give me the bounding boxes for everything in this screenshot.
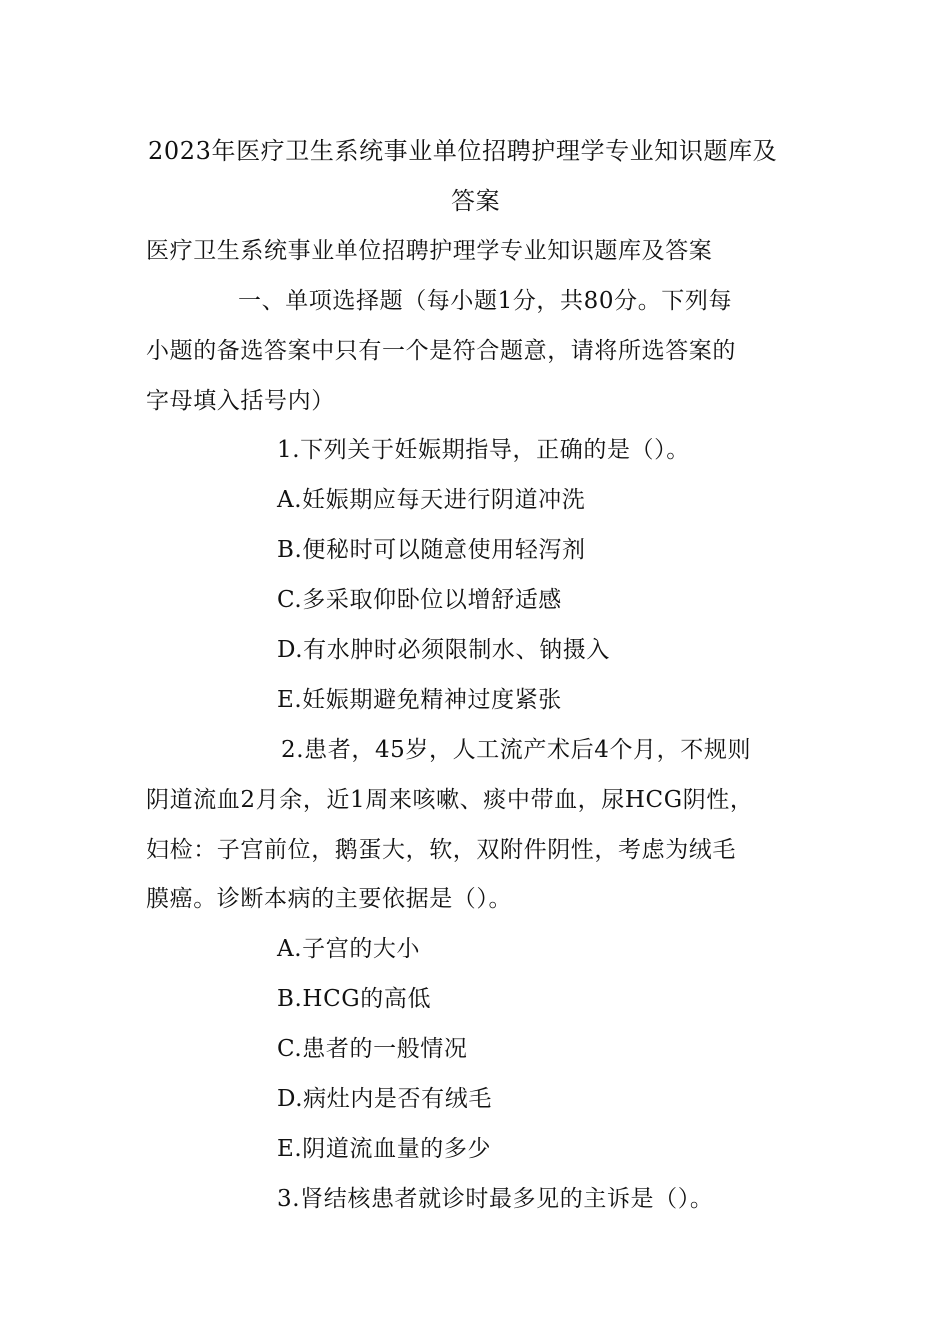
question-2-option-e: E.阴道流血量的多少 [277, 1136, 492, 1162]
document-title-line-2: 答案 [451, 187, 501, 215]
question-2-stem-line-2: 阴道流血2月余，近1周来咳嗽、痰中带血，尿HCG阴性， [146, 787, 754, 813]
question-3-stem: 3.肾结核患者就诊时最多见的主诉是（）。 [277, 1186, 714, 1212]
question-1-option-a: A.妊娠期应每天进行阴道冲洗 [277, 487, 586, 513]
section-heading-line-1: 一、单项选择题（每小题1分，共80分。下列每 [238, 288, 733, 314]
document-subtitle: 医疗卫生系统事业单位招聘护理学专业知识题库及答案 [146, 238, 713, 264]
section-heading-line-2: 小题的备选答案中只有一个是符合题意，请将所选答案的 [146, 338, 736, 364]
question-2-option-a: A.子宫的大小 [277, 936, 421, 962]
question-1-option-e: E.妊娠期避免精神过度紧张 [277, 687, 562, 713]
question-2-option-c: C.患者的一般情况 [277, 1036, 468, 1062]
question-1-option-c: C.多采取仰卧位以增舒适感 [277, 587, 562, 613]
section-heading-line-3: 字母填入括号内） [146, 388, 335, 414]
question-2-option-b: B.HCG的高低 [277, 986, 432, 1012]
document-title-line-1: 2023年医疗卫生系统事业单位招聘护理学专业知识题库及 [148, 137, 778, 165]
question-1-option-b: B.便秘时可以随意使用轻泻剂 [277, 537, 586, 563]
question-2-stem-line-1: 2.患者，45岁，人工流产术后4个月，不规则 [281, 737, 752, 763]
question-2-stem-line-4: 膜癌。诊断本病的主要依据是（）。 [146, 886, 513, 912]
question-1-stem: 1.下列关于妊娠期指导，正确的是（）。 [277, 437, 690, 463]
question-1-option-d: D.有水肿时必须限制水、钠摄入 [277, 637, 610, 663]
question-2-option-d: D.病灶内是否有绒毛 [277, 1086, 492, 1112]
question-2-stem-line-3: 妇检：子宫前位，鹅蛋大，软，双附件阴性，考虑为绒毛 [146, 837, 736, 863]
